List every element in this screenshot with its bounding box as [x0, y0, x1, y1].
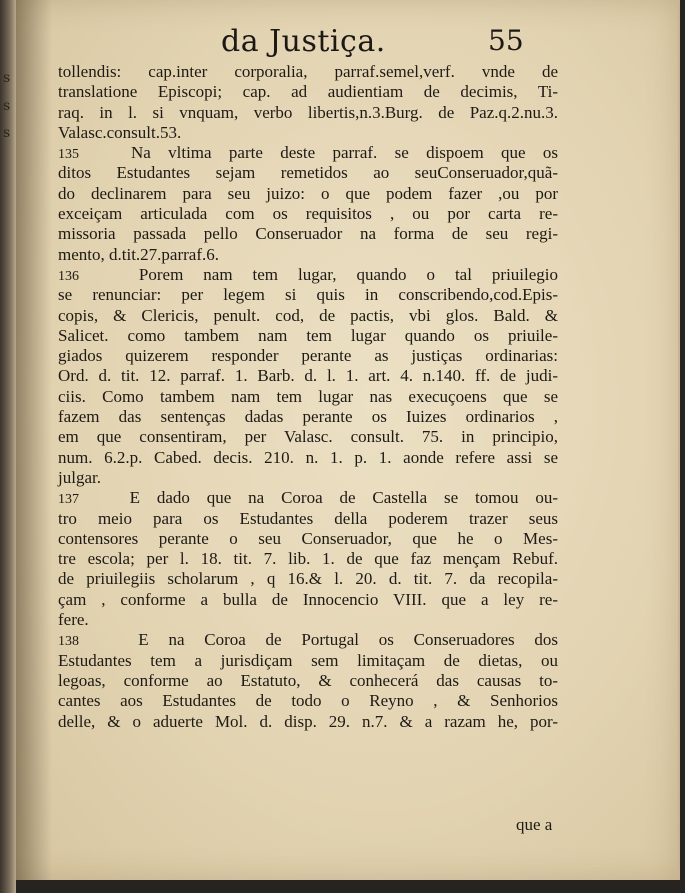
- paragraph-number: 137: [58, 492, 79, 508]
- text-line: em que consentiram, per Valasc. consult. 75. in principio,: [58, 427, 558, 447]
- text-line: exceiçam articulada com os requisitos , ou por carta re-: [58, 204, 558, 224]
- text-line: de priuilegiis scholarum , q 16.& l. 20. d. tit. 7. da recopila-: [58, 569, 558, 589]
- text-line: contensores perante o seu Conseruador, que he o Mes-: [58, 528, 558, 548]
- margin-mark: s: [3, 70, 11, 86]
- text-line-content: E na Coroa de Portugal os Conseruadores dos: [138, 630, 559, 650]
- paragraph-136: [58, 265, 558, 488]
- text-line: Valasc.consult.53.: [58, 122, 182, 142]
- text-line: tollendis: cap.inter corporalia, parraf.semel,verf. vnde de: [58, 62, 558, 81]
- page-body: [58, 62, 558, 732]
- text-line: fazem das sentenças dadas perante os Iuizes ordinarios ,: [58, 407, 558, 427]
- gutter-shadow: [16, 0, 52, 880]
- text-line: [58, 265, 558, 285]
- text-line: [58, 488, 558, 508]
- text-line: missoria passada pello Conseruador na forma de seu regi-: [58, 224, 558, 244]
- text-line-content: Na vltima parte deste parraf. se dispoem que os: [130, 143, 559, 163]
- text-line: giados quizerem responder perante as justiças ordinarias:: [58, 346, 558, 366]
- margin-mark: s: [3, 125, 11, 141]
- text-line: Estudantes tem a jurisdiçam sem limitaçam de dietas, ou: [58, 650, 558, 670]
- paragraph-number: 135: [58, 147, 79, 163]
- text-line: cantes aos Estudantes de todo o Reyno , & Senhorios: [58, 691, 558, 711]
- text-line: [58, 143, 558, 163]
- text-line: Ord. d. tit. 12. parraf. 1. Barb. d. l. 1. art. 4. n.140. ff. de judi-: [58, 366, 558, 386]
- paragraph-137: [58, 488, 558, 630]
- text-line-content: E dado que na Coroa de Castella se tomou ou-: [129, 488, 559, 508]
- book-page: [16, 0, 680, 880]
- text-line: tre escola; per l. 18. tit. 7. lib. 1. de que faz mençam Rebuf.: [58, 549, 558, 569]
- text-line: delle, & o aduerte Mol. d. disp. 29. n.7. & a razam he, por-: [58, 711, 558, 731]
- paragraph-135: [58, 143, 558, 265]
- page-number: 55: [488, 24, 524, 57]
- paragraph: [58, 62, 558, 143]
- text-line: se renunciar: per legem si quis in conscribendo,cod.Epis-: [58, 285, 558, 305]
- text-line: tro meio para os Estudantes della poderem trazer seus: [58, 508, 558, 528]
- text-line: num. 6.2.p. Cabed. decis. 210. n. 1. p. 1. aonde refere assi se: [58, 447, 558, 467]
- facing-page-edge: [0, 0, 16, 893]
- text-line-content: Porem nam tem lugar, quando o tal priuilegio: [138, 264, 559, 284]
- running-head: da Justiça.: [221, 24, 386, 59]
- catchword: que a: [516, 815, 553, 834]
- text-line: Salicet. como tambem nam tem lugar quando os priuile-: [58, 325, 558, 345]
- paragraph-number: 136: [58, 268, 79, 284]
- text-line: translatione Episcopi; cap. ad audientiam de decimis, Ti-: [58, 82, 558, 102]
- text-line: ditos Estudantes sejam remetidos ao seuConseruador,quã-: [58, 163, 558, 183]
- text-line: do declinarem para seu juizo: o que podem fazer ,ou por: [58, 183, 558, 203]
- text-line: copis, & Clericis, penult. cod, de pactis, vbi glos. Bald. &: [58, 305, 558, 325]
- text-line: raq. in l. si vnquam, verbo libertis,n.3.Burg. de Paz.q.2.nu.3.: [58, 102, 558, 122]
- text-line: ciis. Como tambem nam tem lugar nas execuçoens que se: [58, 386, 558, 406]
- margin-mark: s: [3, 98, 11, 114]
- text-line: çam , conforme a bulla de Innocencio VIII. que a ley re-: [58, 589, 558, 609]
- paragraph-number: 138: [58, 634, 79, 650]
- text-line: mento, d.tit.27.parraf.6.: [58, 244, 219, 264]
- text-line: fere.: [58, 610, 89, 630]
- text-line: julgar.: [58, 467, 101, 487]
- paragraph-138: [58, 630, 558, 731]
- text-line: legoas, conforme ao Estatuto, & conhecerá das causas to-: [58, 670, 558, 690]
- text-line: [58, 630, 558, 650]
